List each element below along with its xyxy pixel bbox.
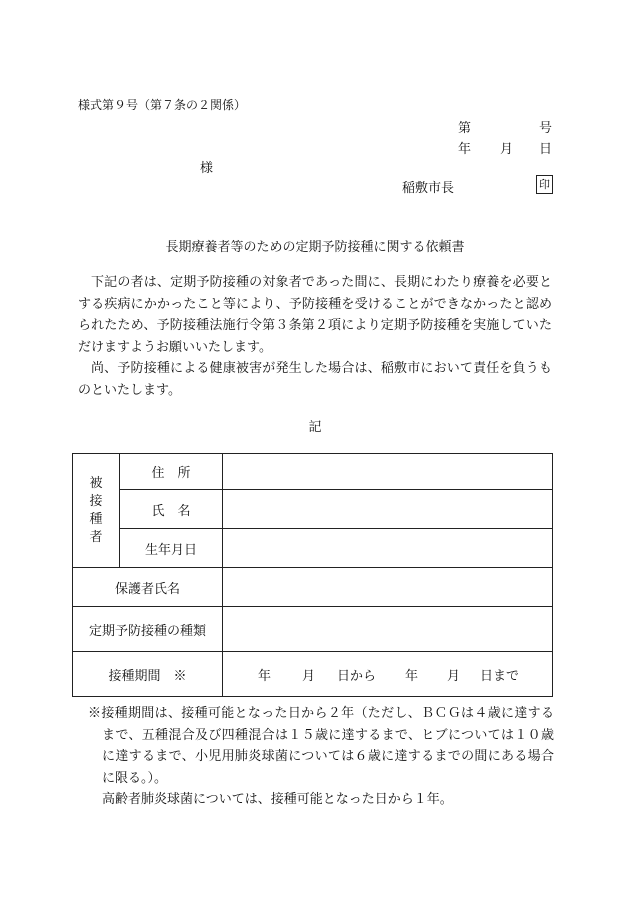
period-year-2: 年 [404,668,418,684]
vaccine-type-label: 定期予防接種の種類 [73,607,223,652]
request-table [72,453,553,697]
birthdate-field[interactable] [223,529,553,568]
date-month: 月 [500,142,514,157]
body-paragraph-2: 尚、予防接種による健康被害が発生した場合は、稲敷市において責任を負うものといたします。 [78,361,552,398]
form-number: 様式第９号（第７条の２関係） [78,98,247,112]
date-day: 日 [539,142,553,157]
period-month-1: 月 [301,668,315,684]
vaccinee-group-label: 被 接 種 者 [73,454,120,568]
notes [88,703,554,811]
address-label: 住 所 [120,454,223,490]
addressee-suffix: 様 [200,161,214,176]
period-year-1: 年 [257,668,271,684]
name-label: 氏 名 [120,490,223,529]
note-period: ※接種期間は、接種可能となった日から２年（ただし、ＢＣＧは４歳に達するまで、五種混合及び四種混合は１５歳に達するまで、ヒブについては１０歳に達するまで、小児用肺炎球菌については６歳に達するまでの間にある場合に限る。）。 [88,706,554,786]
seal-box: 印 [536,175,553,194]
issuer-mayor: 稲敷市長 [402,181,455,196]
name-field[interactable] [223,490,553,529]
address-field[interactable] [223,454,553,490]
ki-heading: 記 [308,420,322,435]
doc-number-prefix: 第 [458,121,472,136]
note-elderly-pneumococcal: 高齢者肺炎球菌については、接種可能となった日から１年。 [102,792,453,807]
birthdate-label: 生年月日 [120,529,223,568]
date-year: 年 [458,142,472,157]
document-title: 長期療養者等のための定期予防接種に関する依頼書 [165,240,465,255]
period-label: 接種期間 ※ [73,652,223,697]
period-field[interactable] [223,652,553,697]
period-until: 日まで [479,668,519,684]
body-paragraph-1: 下記の者は、定期予防接種の対象者であった間に、長期にわたり療養を必要とする疾病にかかったこと等により、予防接種を受けることができなかったと認められたため、予防接種法施行令第３条第２項により定期予防接種を実施していただけますようお願いいたします。 [78,275,552,355]
period-from: 日から [336,668,376,684]
vaccine-type-field[interactable] [223,607,553,652]
request-body [78,272,552,401]
doc-number-suffix: 号 [539,121,553,136]
period-month-2: 月 [446,668,460,684]
guardian-field[interactable] [223,568,553,607]
guardian-label: 保護者氏名 [73,568,223,607]
